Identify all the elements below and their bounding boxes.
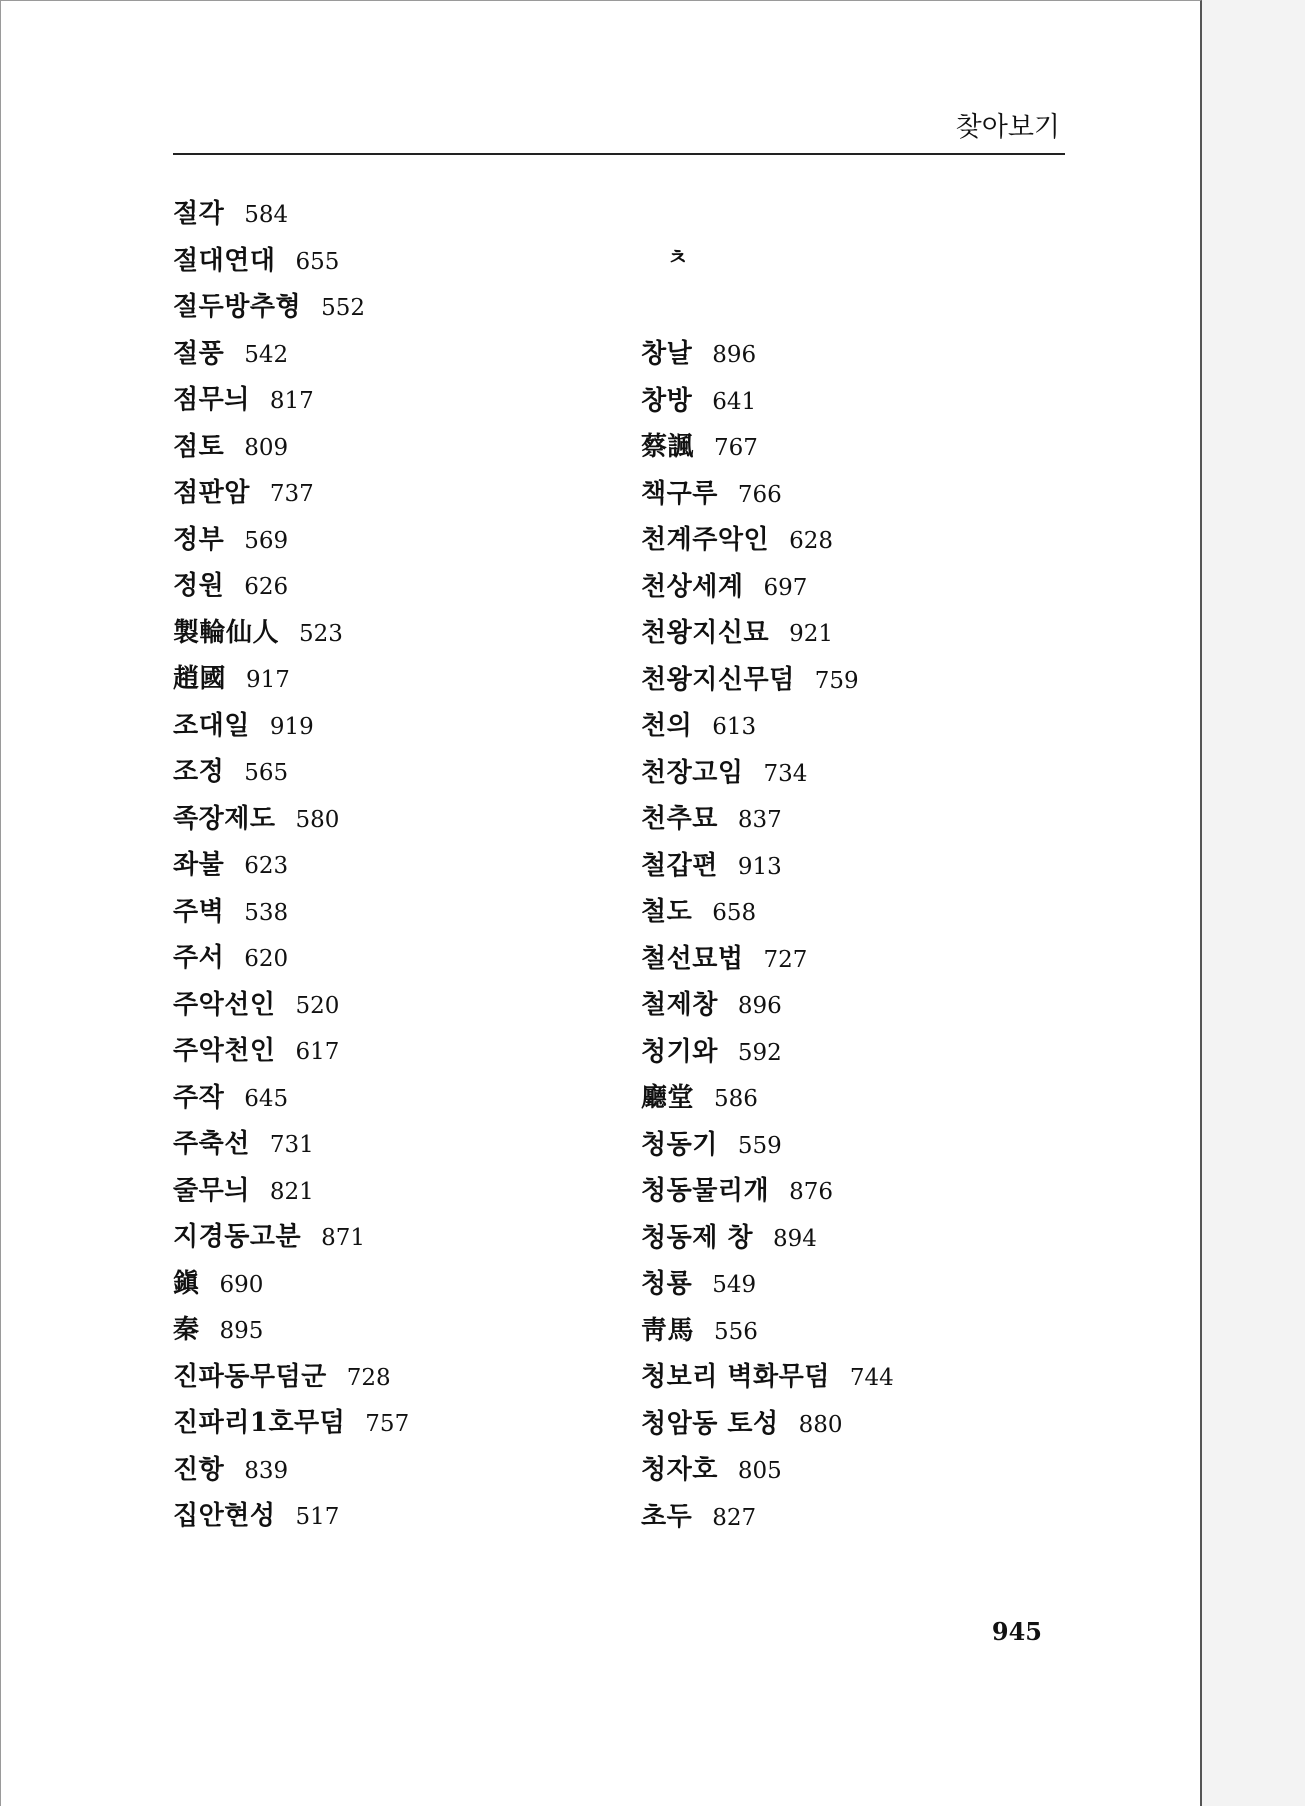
index-page-ref: 919 — [269, 713, 314, 740]
index-entry — [641, 889, 894, 936]
index-term: 주벽 — [173, 896, 225, 927]
index-entry — [173, 191, 409, 238]
index-page-ref: 880 — [798, 1411, 843, 1438]
index-term: 秦 — [173, 1315, 200, 1345]
index-page-ref: 894 — [773, 1225, 817, 1252]
index-page-ref: 623 — [244, 853, 289, 879]
index-entry — [641, 1075, 894, 1122]
index-term: 철제창 — [641, 990, 718, 1020]
index-page-ref: 913 — [737, 853, 782, 880]
index-term: 절각 — [173, 199, 225, 229]
index-column-right — [641, 331, 894, 1540]
index-page-ref: 731 — [269, 1132, 314, 1158]
index-term: 철선묘법 — [641, 943, 744, 974]
index-term: 청보리 벽화무덤 — [641, 1362, 830, 1392]
index-entry — [641, 1029, 894, 1076]
index-page-ref: 821 — [269, 1178, 314, 1205]
index-term: 정부 — [173, 524, 225, 555]
index-page-ref: 655 — [295, 248, 340, 275]
index-page-ref: 613 — [712, 714, 757, 740]
index-page-ref: 626 — [244, 574, 289, 600]
index-column-left — [173, 191, 409, 1540]
index-page-ref: 620 — [244, 946, 289, 972]
index-entry — [173, 1307, 409, 1354]
index-term: 절풍 — [173, 338, 225, 369]
index-entry — [173, 1400, 409, 1447]
index-entry — [173, 238, 409, 285]
index-term: 廳堂 — [641, 1083, 695, 1113]
index-term: 조대일 — [173, 710, 250, 741]
index-page-ref: 896 — [737, 993, 782, 1019]
index-page-ref: 549 — [712, 1272, 757, 1298]
index-page-ref: 617 — [295, 1039, 340, 1065]
index-entry — [641, 1401, 894, 1448]
index-page-ref: 690 — [219, 1271, 264, 1298]
index-page-ref: 896 — [712, 342, 757, 368]
index-term: 주악선인 — [173, 989, 276, 1020]
index-entry — [641, 1354, 894, 1401]
index-entry — [173, 889, 409, 936]
index-term: 製輪仙人 — [173, 617, 280, 648]
index-entry — [641, 657, 894, 704]
index-term: 주악천인 — [173, 1036, 276, 1066]
index-entry — [173, 1354, 409, 1401]
index-entry — [641, 331, 894, 378]
index-entry — [641, 1261, 894, 1308]
index-term: 천계주악인 — [641, 525, 770, 555]
index-entry — [641, 1168, 894, 1215]
index-entry — [641, 1308, 894, 1355]
index-page-ref: 565 — [244, 760, 289, 786]
index-term: 진파리1호무덤 — [173, 1408, 346, 1438]
index-term: 청자호 — [641, 1455, 718, 1485]
index-page-ref: 827 — [712, 1504, 757, 1531]
index-entry — [173, 470, 409, 517]
index-term: 족장제도 — [173, 803, 276, 834]
index-term: 진항 — [173, 1454, 225, 1485]
index-term: 천상세계 — [641, 571, 744, 602]
index-term: 천추묘 — [641, 804, 718, 834]
index-term: 청동물리개 — [641, 1176, 770, 1206]
index-entry — [641, 843, 894, 890]
index-page-ref: 876 — [789, 1179, 833, 1205]
index-page-ref: 658 — [712, 900, 757, 926]
index-entry — [641, 982, 894, 1029]
index-entry — [641, 1215, 894, 1262]
page-number: 945 — [991, 1617, 1042, 1646]
index-term: 趙國 — [173, 664, 227, 694]
index-page-ref: 569 — [244, 527, 289, 554]
index-term: 청기와 — [641, 1036, 718, 1067]
index-term: 절두방추형 — [173, 292, 302, 322]
index-term: 정원 — [173, 571, 225, 601]
section-heading-letter: ㅊ — [667, 246, 689, 271]
index-page-ref: 556 — [714, 1318, 758, 1345]
index-page-ref: 895 — [219, 1318, 264, 1344]
index-term: 천왕지신무덤 — [641, 664, 795, 695]
index-term: 주축선 — [173, 1129, 250, 1159]
index-page-ref: 817 — [269, 388, 314, 414]
running-header-title: 찾아보기 — [955, 112, 1060, 143]
index-page-ref: 805 — [737, 1458, 782, 1484]
index-term: 청룡 — [641, 1269, 693, 1299]
index-entry — [641, 936, 894, 983]
index-entry — [641, 378, 894, 425]
index-entry — [173, 517, 409, 564]
index-term: 절대연대 — [173, 245, 276, 276]
index-entry — [173, 703, 409, 750]
index-page-ref: 628 — [789, 528, 833, 554]
index-page-ref: 586 — [714, 1086, 758, 1112]
index-term: 청동기 — [641, 1129, 718, 1160]
index-term: 鎭 — [173, 1268, 200, 1299]
index-entry — [173, 377, 409, 424]
index-page-ref: 837 — [737, 807, 782, 833]
index-term: 천왕지신묘 — [641, 618, 770, 648]
index-page-ref: 917 — [246, 667, 290, 693]
index-entry — [641, 1122, 894, 1169]
index-page-ref: 523 — [299, 620, 343, 647]
index-entry — [641, 471, 894, 518]
index-term: 창방 — [641, 385, 693, 416]
index-page-ref: 520 — [295, 992, 340, 1019]
index-page-ref: 517 — [295, 1504, 340, 1530]
index-entry — [173, 1028, 409, 1075]
index-page-ref: 767 — [714, 435, 758, 461]
index-page-ref: 552 — [321, 295, 365, 321]
index-page-ref: 538 — [244, 899, 289, 926]
index-page-ref: 839 — [244, 1457, 289, 1484]
index-term: 책구루 — [641, 478, 718, 509]
index-entry — [173, 610, 409, 657]
index-page-ref: 592 — [737, 1039, 782, 1066]
index-term: 진파동무덤군 — [173, 1361, 327, 1392]
index-page-ref: 921 — [789, 621, 833, 647]
index-entry — [173, 656, 409, 703]
index-entry — [173, 1261, 409, 1308]
index-entry — [641, 750, 894, 797]
index-entry — [173, 563, 409, 610]
index-entry — [173, 1168, 409, 1215]
index-entry — [641, 424, 894, 471]
index-entry — [173, 424, 409, 471]
index-entry — [641, 610, 894, 657]
index-page-ref: 744 — [849, 1365, 894, 1391]
index-term: 점무늬 — [173, 385, 250, 415]
index-term: 주서 — [173, 943, 225, 973]
index-entry — [641, 796, 894, 843]
index-entry — [173, 796, 409, 843]
index-term: 지경동고분 — [173, 1222, 302, 1252]
index-term: 초두 — [641, 1501, 693, 1532]
index-page-ref: 734 — [763, 760, 808, 787]
index-page-ref: 728 — [346, 1364, 391, 1391]
index-page-ref: 542 — [244, 341, 289, 368]
index-term: 점판암 — [173, 478, 250, 508]
index-term: 蔡諷 — [641, 432, 695, 462]
index-entry — [641, 564, 894, 611]
index-term: 창날 — [641, 339, 693, 369]
index-entry — [173, 1075, 409, 1122]
index-term: 조정 — [173, 757, 225, 787]
index-page-ref: 757 — [365, 1411, 410, 1437]
index-term: 靑馬 — [641, 1315, 695, 1346]
index-page-ref: 641 — [712, 388, 757, 415]
index-term: 줄무늬 — [173, 1175, 250, 1206]
index-page-ref: 737 — [269, 481, 314, 507]
index-page-ref: 645 — [244, 1085, 289, 1112]
index-term: 주작 — [173, 1082, 225, 1113]
index-entry — [641, 1447, 894, 1494]
index-entry — [173, 935, 409, 982]
index-entry — [173, 284, 409, 331]
index-entry — [641, 517, 894, 564]
index-term: 좌불 — [173, 850, 225, 880]
index-entry — [173, 1214, 409, 1261]
index-term: 점토 — [173, 431, 225, 462]
index-term: 천장고임 — [641, 757, 744, 788]
index-term: 집안현성 — [173, 1501, 276, 1531]
index-page-ref: 727 — [763, 946, 808, 973]
index-entry — [641, 1494, 894, 1541]
index-entry — [641, 703, 894, 750]
index-entry — [173, 1493, 409, 1540]
index-term: 철갑편 — [641, 850, 718, 881]
index-page-ref: 766 — [737, 481, 782, 508]
index-entry — [173, 749, 409, 796]
index-entry — [173, 842, 409, 889]
header-rule — [173, 153, 1065, 155]
index-term: 철도 — [641, 897, 693, 927]
index-entry — [173, 1121, 409, 1168]
index-page-ref: 759 — [814, 667, 859, 694]
index-entry — [173, 982, 409, 1029]
index-term: 청동제 창 — [641, 1222, 754, 1253]
index-entry — [173, 331, 409, 378]
index-term: 천의 — [641, 711, 693, 741]
index-entry — [173, 1447, 409, 1494]
index-page-ref: 559 — [737, 1132, 782, 1159]
index-page-ref: 697 — [763, 574, 808, 601]
index-term: 청암동 토성 — [641, 1408, 779, 1439]
index-page-ref: 809 — [244, 434, 289, 461]
index-page-ref: 871 — [321, 1225, 365, 1251]
index-page-ref: 580 — [295, 806, 340, 833]
index-page-ref: 584 — [244, 202, 289, 228]
